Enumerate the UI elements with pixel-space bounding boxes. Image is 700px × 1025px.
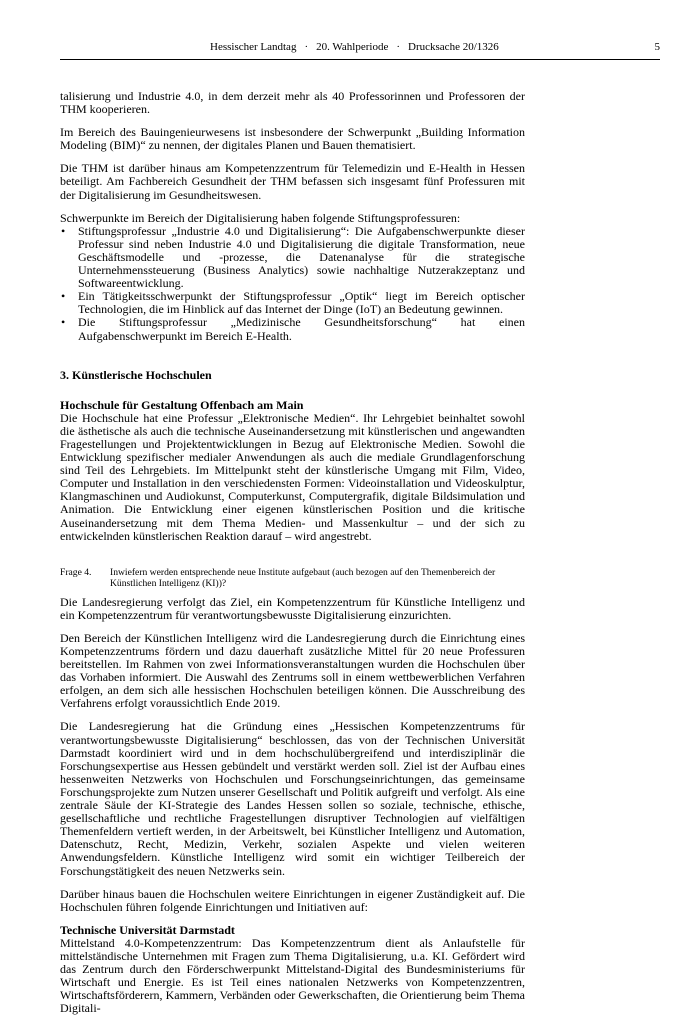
list-item-text: Ein Tätigkeitsschwerpunkt der Stiftungsprofessur „Optik“ liegt im Bereich optischer Technologien, die im Hinblick auf das Internet der Dinge (IoT) an Bedeutung gewinnen. (78, 289, 525, 317)
page-content (60, 90, 525, 1025)
stiftung-lead: Schwerpunkte im Bereich der Digitalisierung haben folgende Stiftungsprofessuren: (60, 210, 461, 225)
paragraph: Die Landesregierung verfolgt das Ziel, ein Kompetenzzentrum für Künstliche Intelligenz und ein Kompetenzzentrum für verantwortungsbewusste Digitalisierung einzurichten. (60, 594, 525, 622)
list-item-text: Die Stiftungsprofessur „Medizinische Gesundheitsforschung“ hat einen Aufgabenschwerpunkt im Bereich E-Health. (78, 315, 525, 343)
header-info (210, 41, 499, 53)
paragraph: Die THM ist darüber hinaus am Kompetenzzentrum für Telemedizin und E-Health in Hessen beteiligt. Am Fachbereich Gesundheit der THM befassen sich insgesamt fünf Professuren mit der Digitalisierung im Gesundheitswesen. (60, 161, 525, 202)
paragraph: Mittelstand 4.0-Kompetenzzentrum: Das Kompetenzzentrum dient als Anlaufstelle für mittelständische Unternehmen mit Fragen zum Thema Digitalisierung, u.a. KI. Gefördert wird das Zentrum durch den Förderschwerpunkt Mittelstand-Digital des Bundesministeriums für Wirtschaft und Energie. Es ist Teil eines nationalen Netzwerks von Kompetenzzentren, Wirtschaftsförderern, Kammern, Verbänden oder Gewerkschaften, die Orientierung beim Thema Digitali- (60, 935, 525, 1016)
list-item (60, 225, 525, 290)
paragraph: Den Bereich der Künstlichen Intelligenz wird die Landesregierung durch die Einrichtung eines Kompetenzzentrums fördern und dazu dauerhaft zusätzliche Mittel für 20 neue Professuren bereitstellen. Im Rahmen von zwei Informationsveranstaltungen wurden die Hochschulen über das Vorhaben informiert. Die Auswahl des Zentrums soll in einem wettbewerblichen Verfahren erfolgen, an dem sich alle hessischen Hochschulen beteiligen können. Die Ausschreibung des Verfahrens erfolgt voraussichtlich Ende 2019. (60, 630, 525, 711)
paragraph: Im Bereich des Bauingenieurwesens ist insbesondere der Schwerpunkt „Building Information Modeling (BIM)“ zu nennen, der digitales Planen und Bauen thematisiert. (60, 125, 525, 153)
question-label: Frage 4. (60, 566, 92, 578)
list-item-text: Stiftungsprofessur „Industrie 4.0 und Digitalisierung“: Die Aufgabenschwerpunkte dieser Professur sind neben Industrie 4.0 und Digitalisierung die digitale Transformation, neue Geschäftsmodelle und -prozesse, die Datenanalyse für die strategische Unternehmenssteuerung (Business Analytics) sowie nachhaltige Nutzerakzeptanz und Softwareentwicklung. (78, 223, 525, 291)
header-separator: · (396, 41, 401, 53)
section-heading: 3. Künstlerische Hochschulen (60, 367, 212, 382)
header-parliament: Hessischer Landtag (210, 41, 297, 53)
header-document-number: Drucksache 20/1326 (408, 41, 499, 53)
subsection-heading: Technische Universität Darmstadt (60, 922, 235, 937)
question-block (60, 567, 525, 589)
paragraph: Darüber hinaus bauen die Hochschulen weitere Einrichtungen in eigener Zuständigkeit auf. Die Hochschulen führen folgende Einrichtungen und Initiativen auf: (60, 886, 525, 914)
page-number: 5 (654, 41, 660, 53)
bullet-icon: • (61, 223, 66, 238)
bullet-icon: • (61, 315, 66, 330)
header-rule (60, 59, 660, 60)
question-text: Inwiefern werden entsprechende neue Institute aufgebaut (auch bezogen auf den Themenbereich der Künstlichen Intelligenz (KI))? (110, 566, 496, 589)
header-separator: · (304, 41, 309, 53)
paragraph: talisierung und Industrie 4.0, in dem derzeit mehr als 40 Professorinnen und Professoren der THM kooperieren. (60, 89, 525, 117)
header-period: 20. Wahlperiode (316, 41, 389, 53)
stiftung-list (60, 225, 525, 343)
list-item (60, 316, 525, 342)
bullet-icon: • (61, 289, 66, 304)
subsection-heading: Hochschule für Gestaltung Offenbach am Main (60, 397, 304, 412)
paragraph: Die Hochschule hat eine Professur „Elektronische Medien“. Ihr Lehrgebiet beinhaltet sowohl die ästhetische als auch die technische Auseinandersetzung mit künstlerischen und angewandten Fragestellungen und Projektentwicklungen in Bezug auf Elektronische Medien. Sowohl die Entwicklung spezifischer medialer Anwendungen als auch die mediale Grundlagenforschung sind Teil des Lehrgebiets. Im Mittelpunkt steht der künstlerische Umgang mit Film, Video, Computer und Installation in den verschiedensten Formen: Videoinstallation und Videoskulptur, Klangmaschinen und Audiokunst, Computerkunst, Computergrafik, digitale Bildsimulation und Animation. Die Entwicklung einer eigenen künstlerischen Position und die kritische Auseinandersetzung mit dem Thema Medien- und Massenkultur – und der sich zu entwickelnden künstlerischen Reaktion darauf – wird angestrebt. (60, 410, 525, 543)
paragraph: Die Landesregierung hat die Gründung eines „Hessischen Kompetenzzentrums für verantwortungsbewusste Digitalisierung“ beschlossen, das von der Technischen Universität Darmstadt koordiniert wird und in dem hochschulübergreifend und interdisziplinär die Forschungsexpertise aus Hessen gebündelt und verstärkt werden soll. Ziel ist der Aufbau eines hessenweiten Netzwerks von Hochschulen und Forschungseinrichtungen, das gemeinsame Forschungsprojekte zum Nutzen unserer Gesellschaft und Politik aufgreift und verfolgt. Als eine zentrale Säule der KI-Strategie des Landes Hessen sollen so soziale, technische, ethische, gesellschaftliche und rechtliche Fragestellungen disruptiver Technologien auf vielfältigen Themenfeldern vertieft werden, in der Arbeitswelt, bei Künstlicher Intelligenz und Automation, Datenschutz, Recht, Medizin, Verkehr, sozialen Aspekte und vielen weiteren Anwendungsfeldern. Künstliche Intelligenz wird somit ein wichtiger Teilbereich der Forschungstätigkeit des neuen Netzwerks sein. (60, 719, 525, 878)
list-item (60, 290, 525, 316)
page-header (60, 38, 660, 56)
